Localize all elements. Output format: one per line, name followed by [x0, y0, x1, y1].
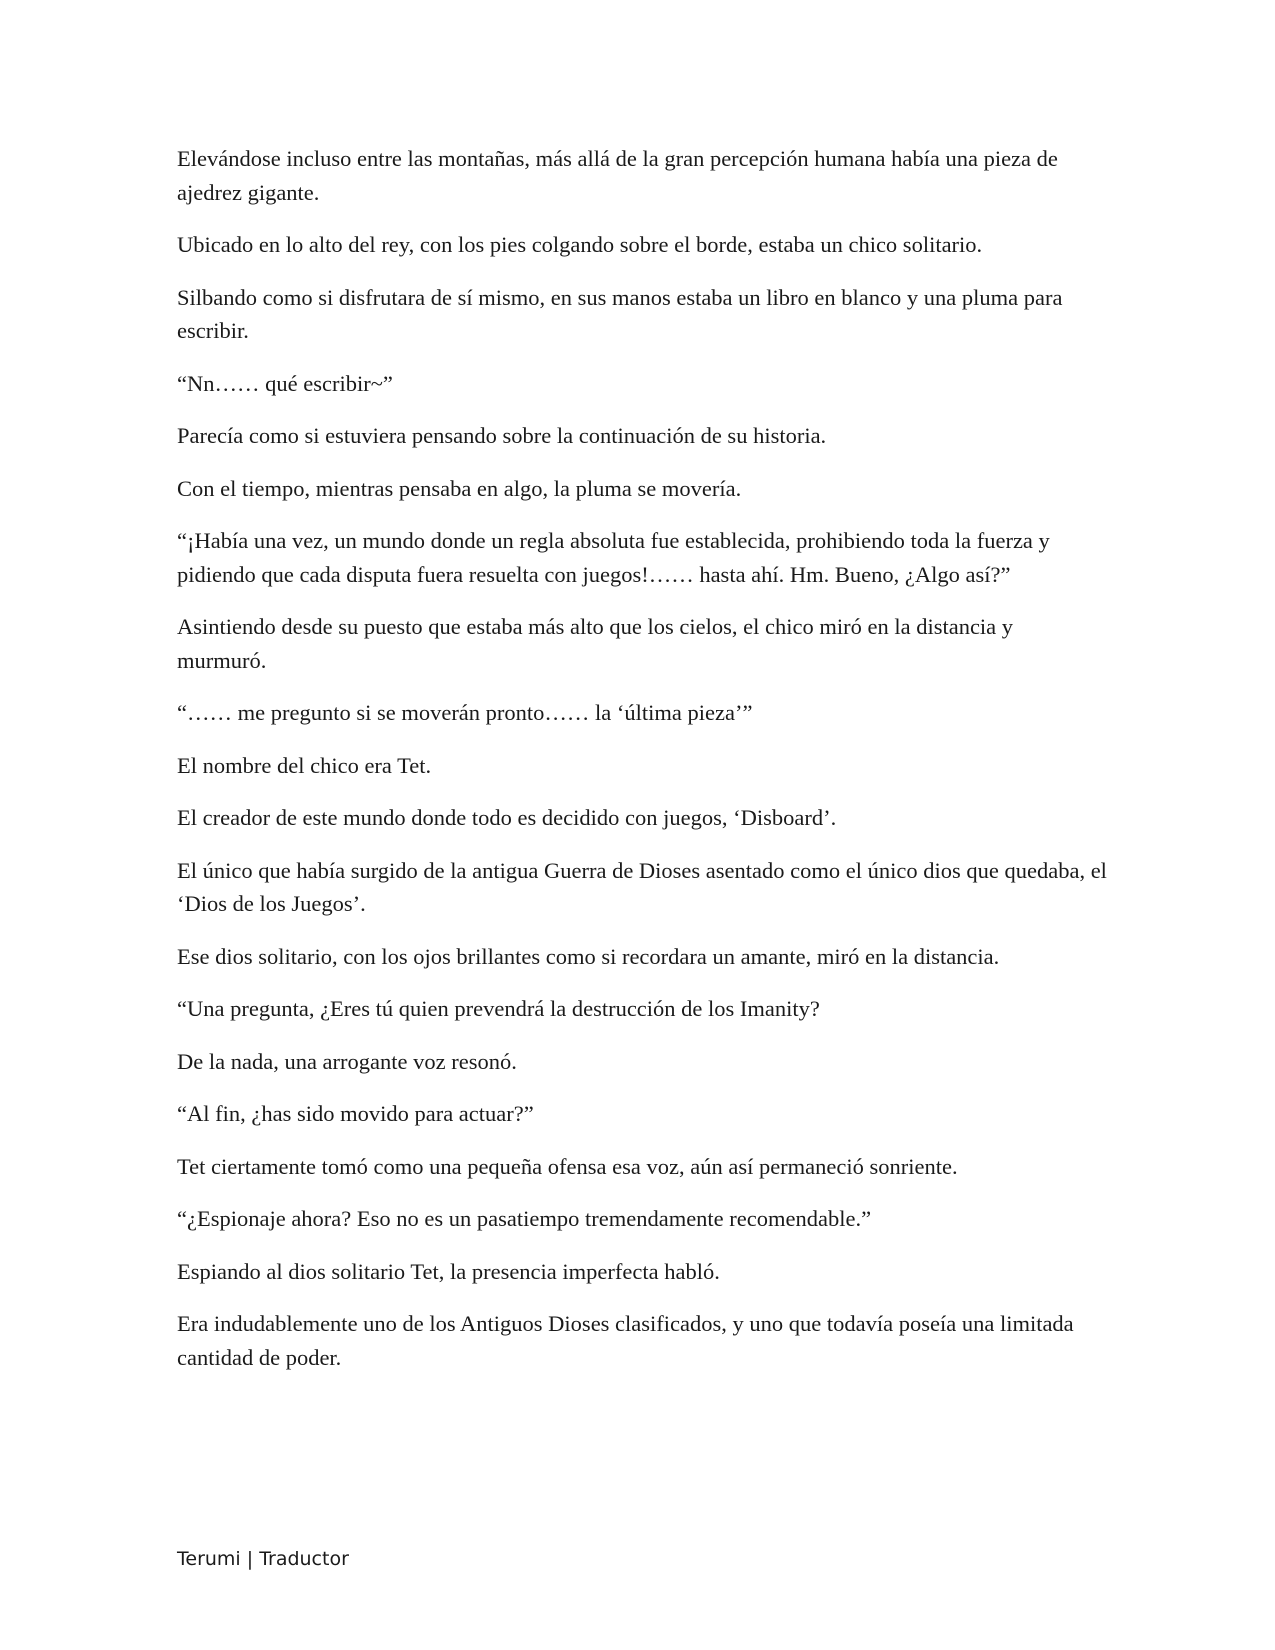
paragraph: “¡Había una vez, un mundo donde un regla absoluta fue establecida, prohibiendo toda la fuerza y pidiendo que cada disputa fuera resuelta con juegos!…… hasta ahí. Hm. Bueno, ¿Algo así?” [177, 528, 1050, 587]
paragraph: El único que había surgido de la antigua Guerra de Dioses asentado como el único dios que quedaba, el ‘Dios de los Juegos’. [177, 857, 1107, 916]
paragraph: Espiando al dios solitario Tet, la presencia imperfecta habló. [177, 1258, 720, 1284]
paragraph: Ese dios solitario, con los ojos brillantes como si recordara un amante, miró en la distancia. [177, 943, 1000, 969]
paragraph: Silbando como si disfrutara de sí mismo, en sus manos estaba un libro en blanco y una pluma para escribir. [177, 284, 1063, 343]
paragraph: Era indudablemente uno de los Antiguos Dioses clasificados, y uno que todavía poseía una limitada cantidad de poder. [177, 1311, 1074, 1370]
paragraph: Elevándose incluso entre las montañas, más allá de la gran percepción humana había una pieza de ajedrez gigante. [177, 146, 1058, 205]
paragraph: Parecía como si estuviera pensando sobre la continuación de su historia. [177, 423, 827, 448]
paragraph: “Nn…… qué escribir~” [177, 370, 393, 396]
paragraph: El creador de este mundo donde todo es decidido con juegos, ‘Disboard’. [177, 805, 837, 830]
paragraph: “Al fin, ¿has sido movido para actuar?” [177, 1101, 534, 1126]
paragraph: Tet ciertamente tomó como una pequeña ofensa esa voz, aún así permaneció sonriente. [177, 1153, 958, 1179]
paragraph: Ubicado en lo alto del rey, con los pies colgando sobre el borde, estaba un chico solitario. [177, 232, 983, 257]
page-footer: Terumi | Traductor [177, 1548, 349, 1570]
paragraph: El nombre del chico era Tet. [177, 752, 432, 778]
paragraph: De la nada, una arrogante voz resonó. [177, 1048, 517, 1074]
paragraph: Asintiendo desde su puesto que estaba más alto que los cielos, el chico miró en la distancia y murmuró. [177, 614, 1014, 673]
paragraph: Con el tiempo, mientras pensaba en algo, la pluma se movería. [177, 475, 742, 501]
paragraph: “Una pregunta, ¿Eres tú quien prevendrá la destrucción de los Imanity? [177, 996, 820, 1021]
paragraph: “¿Espionaje ahora? Eso no es un pasatiempo tremendamente recomendable.” [177, 1206, 872, 1231]
document-body [177, 142, 1107, 1393]
paragraph: “…… me pregunto si se moverán pronto…… la ‘última pieza’” [177, 700, 753, 725]
